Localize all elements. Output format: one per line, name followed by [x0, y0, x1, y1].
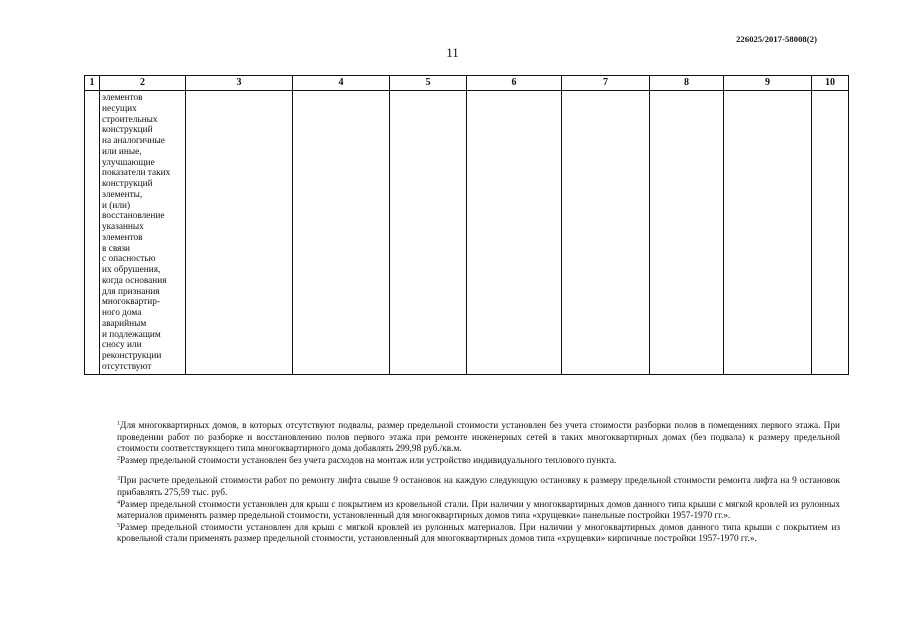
table-cell-description [100, 91, 186, 375]
footnote-mark: 2 [117, 455, 120, 462]
column-header: 1 [85, 76, 100, 91]
cell-line: реконструкции [102, 351, 162, 361]
cell-line: аварийным [102, 318, 147, 329]
cell-line: многоквартир- [102, 297, 160, 308]
column-header: 3 [186, 76, 293, 91]
document-number: 226025/2017-58008(2) [736, 34, 817, 44]
footnotes [108, 421, 840, 546]
cell-line: их обрушения, [102, 265, 161, 275]
cell-line: восстановление [102, 211, 165, 222]
table-cell [562, 91, 650, 375]
cell-line: улучшающие [102, 157, 155, 168]
footnote-mark: 1 [117, 421, 120, 427]
table-cell [85, 91, 100, 375]
column-header: 7 [562, 76, 650, 91]
footnote [108, 476, 840, 499]
cell-line: элементов [102, 93, 143, 103]
cell-line: несущих [102, 103, 137, 114]
footnote [108, 421, 840, 456]
cell-line: конструкций [102, 125, 153, 136]
table-cell [467, 91, 562, 375]
cell-line: для признания [102, 286, 160, 297]
page-number: 11 [446, 45, 459, 60]
cell-text-block [100, 91, 185, 374]
cell-line: ного дома [102, 308, 142, 318]
cell-line: или иные, [102, 146, 142, 157]
column-header: 2 [100, 76, 186, 91]
data-table [84, 75, 849, 375]
footnote [108, 523, 840, 546]
footnote-mark: 5 [117, 522, 120, 529]
cell-line: элементы, [102, 189, 143, 200]
table-row [85, 91, 849, 375]
footnote-mark: 4 [117, 499, 120, 506]
column-header: 9 [724, 76, 812, 91]
cell-line: когда основания [102, 275, 167, 286]
cell-line: элементов [102, 232, 143, 243]
cell-line: сносу или [102, 340, 142, 351]
footnote-text: Размер предельной стоимости установлен для крыш с мягкой кровлей из рулонных материалов. При наличии у многоквартирных домов данного типа крыши с покрытием из кровельной стали применять размер предельной стоимости, установленный для многоквартирных домов типа «хрущевки» кирпичные постройки 1957-1970 гг.». [117, 522, 840, 545]
table-cell [186, 91, 293, 375]
footnote-text: Размер предельной стоимости установлен без учета расходов на монтаж или устройство индивидуального теплового пункта. [120, 455, 617, 466]
footnote-text: При расчете предельной стоимости работ по ремонту лифта свыше 9 остановок на каждую следующую остановку к размеру предельной стоимости ремонта лифта на 9 остановок прибавлять 275,59 тыс. руб. [117, 476, 840, 498]
cell-line: и (или) [102, 200, 131, 211]
footnote [108, 500, 840, 523]
column-header: 4 [293, 76, 390, 91]
table-cell [390, 91, 467, 375]
cell-line: с опасностью [102, 254, 156, 265]
table-header-row [85, 76, 849, 91]
footnote-text: Размер предельной стоимости установлен для крыш с покрытием из кровельной стали. При наличии у многоквартирных домов данного типа крыши с мягкой кровлей из рулонных материалов применять размер предельной стоимости, установленный для многоквартирных домов типа «хрущевки» панельные постройки 1957-1970 гг.». [117, 499, 840, 522]
cell-line: отсутствуют [102, 361, 152, 372]
table-cell [812, 91, 849, 375]
column-header: 5 [390, 76, 467, 91]
table-cell [650, 91, 724, 375]
cell-line: показатели таких [102, 168, 171, 179]
footnote-text: Для многоквартирных домов, в которых отсутствуют подвалы, размер предельной стоимости установлен без учета стоимости разборки полов в помещениях первого этажа. При проведении работ по разборке и восстановлению полов первого этажа при ремонте инженерных сетей в таких многоквартирных домах (без подвала) к размеру предельной стоимости соответствующего типа многоквартирного дома добавлять 299,98 руб./кв.м. [117, 421, 840, 455]
column-header: 8 [650, 76, 724, 91]
cell-line: конструкций [102, 179, 153, 189]
cell-line: указанных [102, 222, 144, 232]
footnote [108, 456, 840, 468]
footnote-mark: 3 [117, 476, 120, 483]
cell-line: строительных [102, 114, 158, 125]
column-header: 10 [812, 76, 849, 91]
cell-line: и подлежащим [102, 329, 161, 340]
table-cell [293, 91, 390, 375]
cell-line: в связи [102, 243, 131, 254]
table-cell [724, 91, 812, 375]
cell-line: на аналогичные [102, 136, 165, 146]
column-header: 6 [467, 76, 562, 91]
